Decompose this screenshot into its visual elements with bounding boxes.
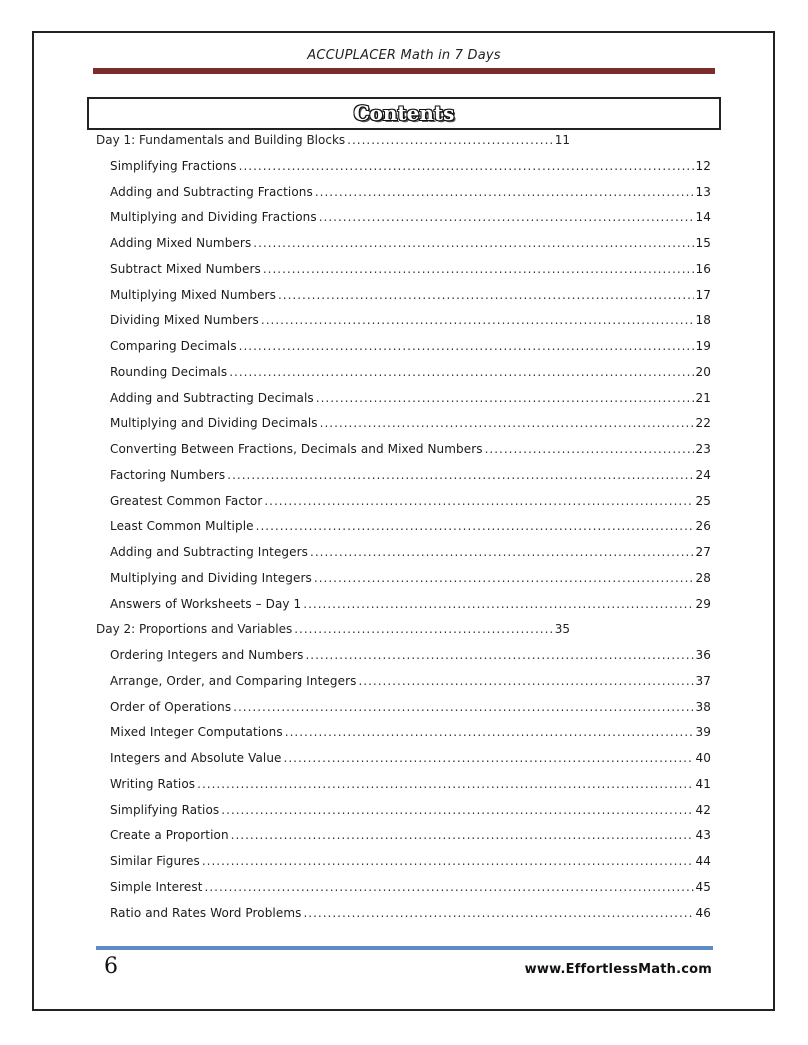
toc-leader-dots [358, 673, 693, 689]
toc-entry-page: 18 [695, 313, 711, 327]
toc-entry-label: Adding and Subtracting Decimals [110, 391, 314, 405]
toc-leader-dots [197, 776, 693, 792]
toc-entry-page: 14 [695, 210, 711, 224]
toc-entry[interactable] [110, 802, 711, 818]
toc-day-entry[interactable] [96, 621, 570, 637]
toc-entry-page: 24 [695, 468, 711, 482]
toc-entry[interactable] [110, 467, 711, 483]
toc-entry[interactable] [110, 441, 711, 457]
contents-heading-box [87, 97, 721, 130]
toc-entry-page: 43 [695, 828, 711, 842]
toc-entry-page: 15 [695, 236, 711, 250]
toc-entry-label: Ratio and Rates Word Problems [110, 906, 302, 920]
toc-entry-label: Factoring Numbers [110, 468, 226, 482]
toc-entry-label: Rounding Decimals [110, 365, 228, 379]
toc-leader-dots [294, 621, 553, 637]
toc-entry-label: Order of Operations [110, 700, 232, 714]
toc-entry-page: 21 [695, 391, 711, 405]
toc-leader-dots [320, 415, 694, 431]
toc-entry[interactable] [110, 518, 711, 534]
toc-leader-dots [253, 235, 693, 251]
toc-entry[interactable] [110, 312, 711, 328]
toc-entry-page: 19 [695, 339, 711, 353]
toc-entry-label: Multiplying and Dividing Fractions [110, 210, 317, 224]
toc-entry-page: 45 [695, 880, 711, 894]
toc-entry[interactable] [110, 776, 711, 792]
toc-leader-dots [221, 802, 693, 818]
toc-leader-dots [316, 390, 694, 406]
toc-entry-label: Integers and Absolute Value [110, 751, 282, 765]
toc-entry-label: Converting Between Fractions, Decimals and Mixed Numbers [110, 442, 483, 456]
toc-entry-label: Dividing Mixed Numbers [110, 313, 259, 327]
toc-leader-dots [233, 699, 693, 715]
toc-entry-page: 20 [695, 365, 711, 379]
toc-leader-dots [314, 570, 694, 586]
toc-entry-label: Adding and Subtracting Integers [110, 545, 309, 559]
toc-entry-page: 13 [695, 185, 711, 199]
toc-entry-page: 38 [695, 700, 711, 714]
toc-entry-page: 23 [695, 442, 711, 456]
toc-entry[interactable] [110, 853, 711, 869]
toc-entry-page: 25 [695, 494, 711, 508]
toc-leader-dots [229, 364, 693, 380]
toc-entry[interactable] [110, 699, 711, 715]
toc-leader-dots [205, 879, 694, 895]
toc-entry[interactable] [110, 338, 711, 354]
toc-entry-label: Subtract Mixed Numbers [110, 262, 261, 276]
page-number: 6 [104, 954, 118, 979]
toc-entry-label: Create a Proportion [110, 828, 229, 842]
toc-entry-label: Multiplying and Dividing Decimals [110, 416, 318, 430]
toc-entry[interactable] [110, 596, 711, 612]
toc-leader-dots [319, 209, 694, 225]
toc-entry[interactable] [110, 261, 711, 277]
toc-entry-label: Multiplying and Dividing Integers [110, 571, 312, 585]
toc-leader-dots [202, 853, 694, 869]
toc-leader-dots [231, 827, 694, 843]
toc-entry-page: 26 [695, 519, 711, 533]
toc-entry-label: Simplifying Ratios [110, 803, 220, 817]
toc-entry-page: 29 [695, 597, 711, 611]
toc-entry[interactable] [110, 570, 711, 586]
toc-entry[interactable] [110, 209, 711, 225]
toc-entry[interactable] [110, 905, 711, 921]
toc-entry-label: Adding and Subtracting Fractions [110, 185, 313, 199]
toc-entry[interactable] [110, 390, 711, 406]
toc-leader-dots [264, 493, 693, 509]
toc-entry-label: Similar Figures [110, 854, 200, 868]
toc-entry[interactable] [110, 673, 711, 689]
footer-rule [96, 946, 713, 950]
toc-entry-label: Simplifying Fractions [110, 159, 237, 173]
running-header-title: ACCUPLACER Math in 7 Days [307, 48, 501, 63]
toc-entry-label: Comparing Decimals [110, 339, 237, 353]
toc-entry-label: Day 2: Proportions and Variables [96, 622, 293, 636]
toc-entry-page: 41 [695, 777, 711, 791]
toc-entry-page: 11 [554, 133, 570, 147]
toc-entry[interactable] [110, 827, 711, 843]
toc-leader-dots [284, 750, 694, 766]
toc-leader-dots [256, 518, 694, 534]
toc-entry-page: 36 [695, 648, 711, 662]
toc-entry-page: 22 [695, 416, 711, 430]
toc-entry[interactable] [110, 647, 711, 663]
toc-entry-label: Least Common Multiple [110, 519, 254, 533]
toc-entry-page: 37 [695, 674, 711, 688]
toc-day-entry[interactable] [96, 132, 570, 148]
toc-entry[interactable] [110, 544, 711, 560]
toc-entry[interactable] [110, 415, 711, 431]
website-link[interactable]: www.EffortlessMath.com [524, 962, 712, 977]
toc-entry-label: Arrange, Order, and Comparing Integers [110, 674, 357, 688]
toc-leader-dots [303, 905, 693, 921]
toc-entry[interactable] [110, 493, 711, 509]
toc-entry[interactable] [110, 724, 711, 740]
toc-entry[interactable] [110, 750, 711, 766]
toc-entry-page: 46 [695, 906, 711, 920]
toc-entry-page: 35 [554, 622, 570, 636]
toc-entry-page: 27 [695, 545, 711, 559]
toc-leader-dots [485, 441, 694, 457]
toc-entry-label: Multiplying Mixed Numbers [110, 288, 276, 302]
toc-entry-page: 44 [695, 854, 711, 868]
toc-leader-dots [261, 312, 694, 328]
toc-leader-dots [278, 287, 694, 303]
toc-leader-dots [239, 338, 694, 354]
toc-entry-label: Ordering Integers and Numbers [110, 648, 304, 662]
toc-entry[interactable] [110, 879, 711, 895]
toc-entry[interactable] [110, 235, 711, 251]
toc-leader-dots [305, 647, 693, 663]
toc-entry-label: Writing Ratios [110, 777, 196, 791]
contents-heading: Contents [353, 101, 455, 125]
toc-entry-label: Answers of Worksheets – Day 1 [110, 597, 302, 611]
toc-entry[interactable] [110, 158, 711, 174]
toc-entry-page: 16 [695, 262, 711, 276]
toc-entry[interactable] [110, 364, 711, 380]
toc-entry-label: Greatest Common Factor [110, 494, 263, 508]
toc-leader-dots [285, 724, 694, 740]
toc-entry-page: 42 [695, 803, 711, 817]
toc-leader-dots [227, 467, 693, 483]
toc-entry-label: Mixed Integer Computations [110, 725, 283, 739]
toc-entry[interactable] [110, 287, 711, 303]
toc-leader-dots [239, 158, 694, 174]
toc-entry-label: Adding Mixed Numbers [110, 236, 252, 250]
toc-leader-dots [263, 261, 694, 277]
toc-entry-page: 40 [695, 751, 711, 765]
toc-entry-label: Simple Interest [110, 880, 203, 894]
toc-entry-page: 17 [695, 288, 711, 302]
toc-entry-page: 39 [695, 725, 711, 739]
toc-entry[interactable] [110, 184, 711, 200]
header-rule [93, 68, 715, 74]
toc-leader-dots [315, 184, 694, 200]
toc-leader-dots [310, 544, 693, 560]
toc-entry-page: 12 [695, 159, 711, 173]
toc-entry-page: 28 [695, 571, 711, 585]
toc-entry-label: Day 1: Fundamentals and Building Blocks [96, 133, 346, 147]
toc-leader-dots [347, 132, 553, 148]
toc-leader-dots [303, 596, 693, 612]
